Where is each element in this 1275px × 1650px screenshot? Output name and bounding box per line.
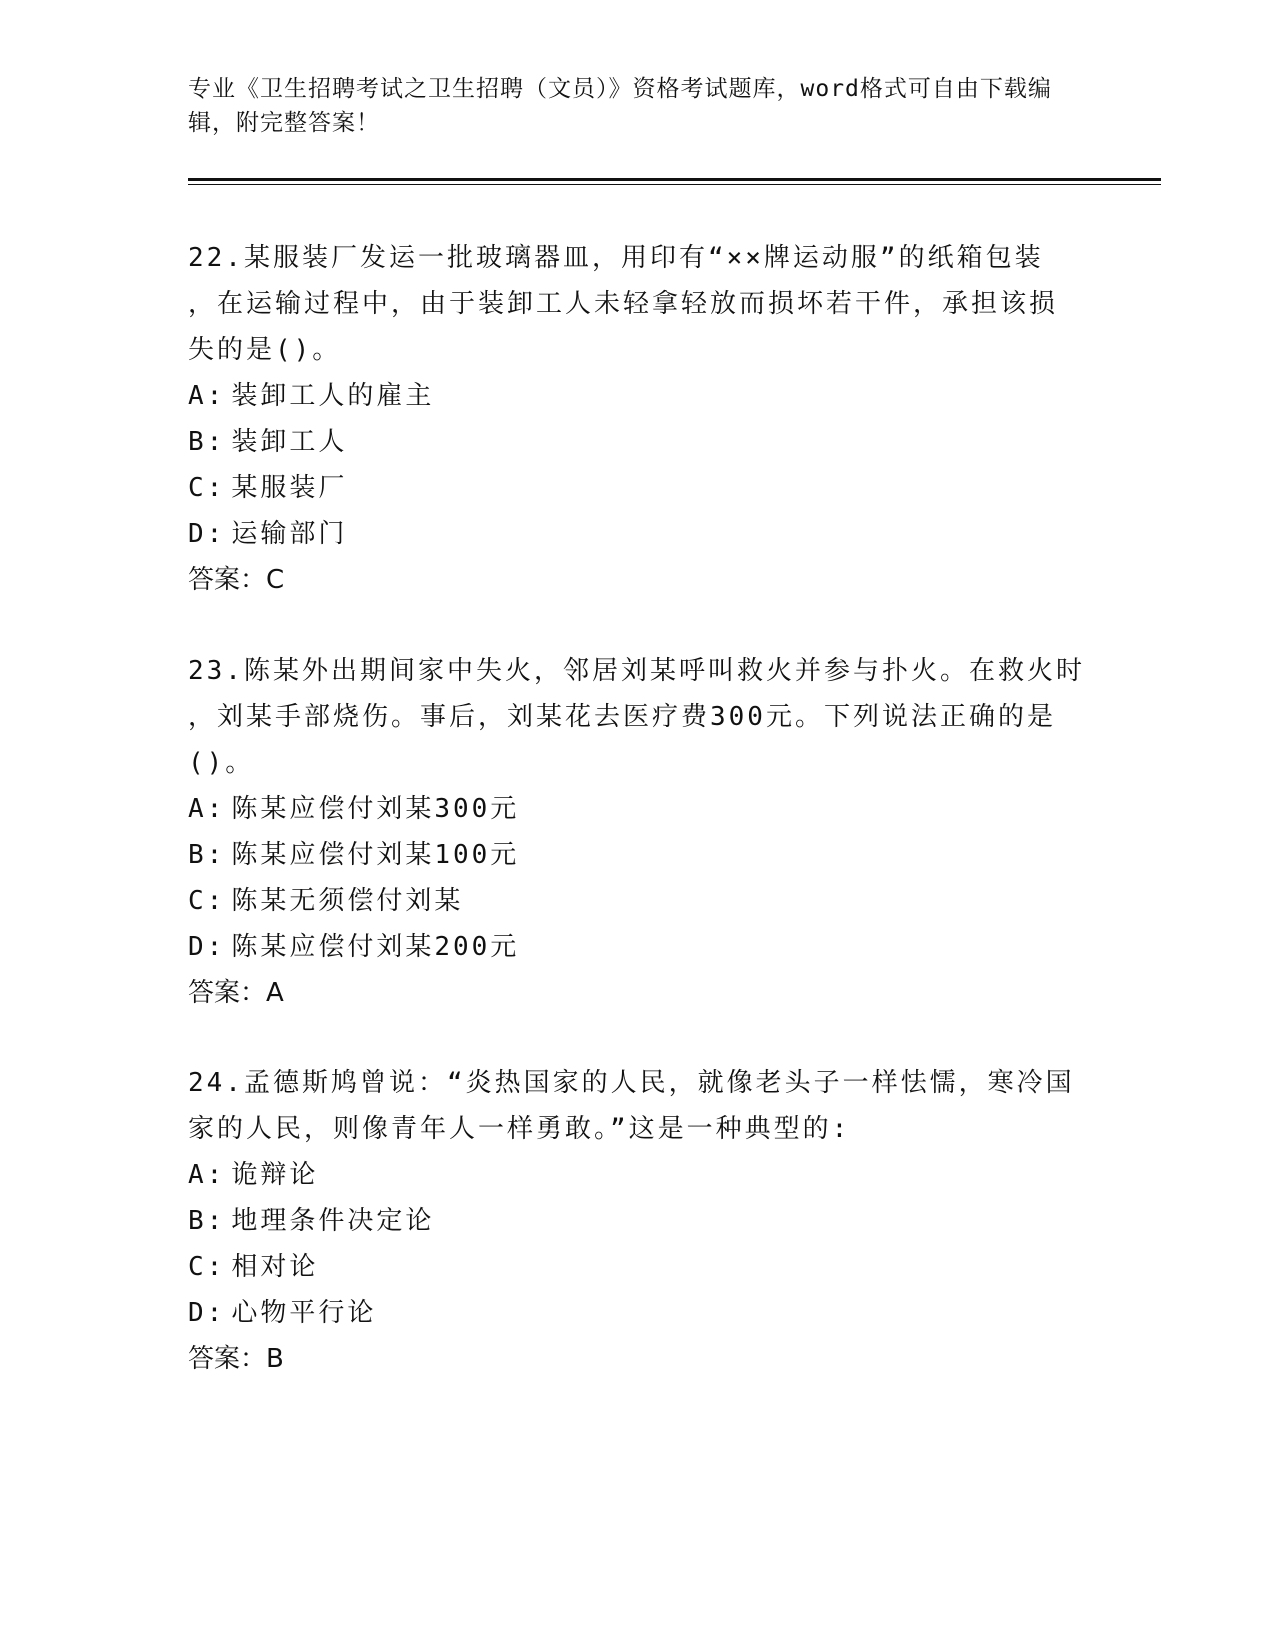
option-letter: D:: [188, 1298, 226, 1328]
option-b: [188, 419, 1088, 465]
option-text: 心物平行论: [231, 1298, 377, 1328]
option-text: 某服装厂: [231, 473, 348, 503]
option-text: 装卸工人: [231, 427, 348, 457]
answer-line: 答案：B: [188, 1344, 284, 1374]
option-a: [188, 786, 1088, 832]
option-letter: B:: [188, 427, 226, 457]
question-stem: 23.陈某外出期间家中失火，邻居刘某呼叫救火并参与扑火。在救火时 ，刘某手部烧伤。事后，刘某花去医疗费300元。下列说法正确的是 ()。: [188, 656, 1085, 778]
option-text: 装卸工人的雇主: [231, 381, 435, 411]
question-23: [188, 648, 1088, 1016]
option-b: [188, 832, 1088, 878]
option-text: 运输部门: [231, 519, 348, 549]
option-text: 陈某应偿付刘某300元: [231, 794, 520, 824]
option-text: 地理条件决定论: [231, 1206, 435, 1236]
document-header: 专业《卫生招聘考试之卫生招聘（文员）》资格考试题库，word格式可自由下载编辑，附完整答案！: [188, 76, 1052, 136]
option-letter: A:: [188, 794, 226, 824]
option-letter: C:: [188, 886, 226, 916]
option-letter: D:: [188, 519, 226, 549]
option-text: 陈某应偿付刘某200元: [231, 932, 520, 962]
option-letter: C:: [188, 1252, 226, 1282]
option-letter: B:: [188, 840, 226, 870]
header-divider-thin: [188, 184, 1161, 185]
option-text: 相对论: [231, 1252, 319, 1282]
option-letter: A:: [188, 1160, 226, 1190]
option-d: [188, 1290, 1088, 1336]
option-letter: D:: [188, 932, 226, 962]
option-text: 陈某无须偿付刘某: [231, 886, 464, 916]
option-c: [188, 878, 1088, 924]
option-text: 陈某应偿付刘某100元: [231, 840, 520, 870]
option-b: [188, 1198, 1088, 1244]
answer-line: 答案：C: [188, 565, 285, 595]
answer-line: 答案：A: [188, 978, 284, 1008]
option-letter: A:: [188, 381, 226, 411]
option-text: 诡辩论: [231, 1160, 319, 1190]
question-stem: 22.某服装厂发运一批玻璃器皿，用印有“××牌运动服”的纸箱包装 ，在运输过程中，由于装卸工人未轻拿轻放而损坏若干件，承担该损 失的是()。: [188, 243, 1059, 365]
option-d: [188, 924, 1088, 970]
question-22: [188, 235, 1088, 603]
option-c: [188, 465, 1088, 511]
option-a: [188, 373, 1088, 419]
option-letter: B:: [188, 1206, 226, 1236]
option-d: [188, 511, 1088, 557]
question-stem: 24.孟德斯鸠曾说：“炎热国家的人民，就像老头子一样怯懦，寒冷国 家的人民，则像青年人一样勇敢。”这是一种典型的:: [188, 1068, 1075, 1144]
header-divider-thick: [188, 178, 1161, 181]
option-c: [188, 1244, 1088, 1290]
option-a: [188, 1152, 1088, 1198]
option-letter: C:: [188, 473, 226, 503]
question-24: [188, 1060, 1088, 1382]
